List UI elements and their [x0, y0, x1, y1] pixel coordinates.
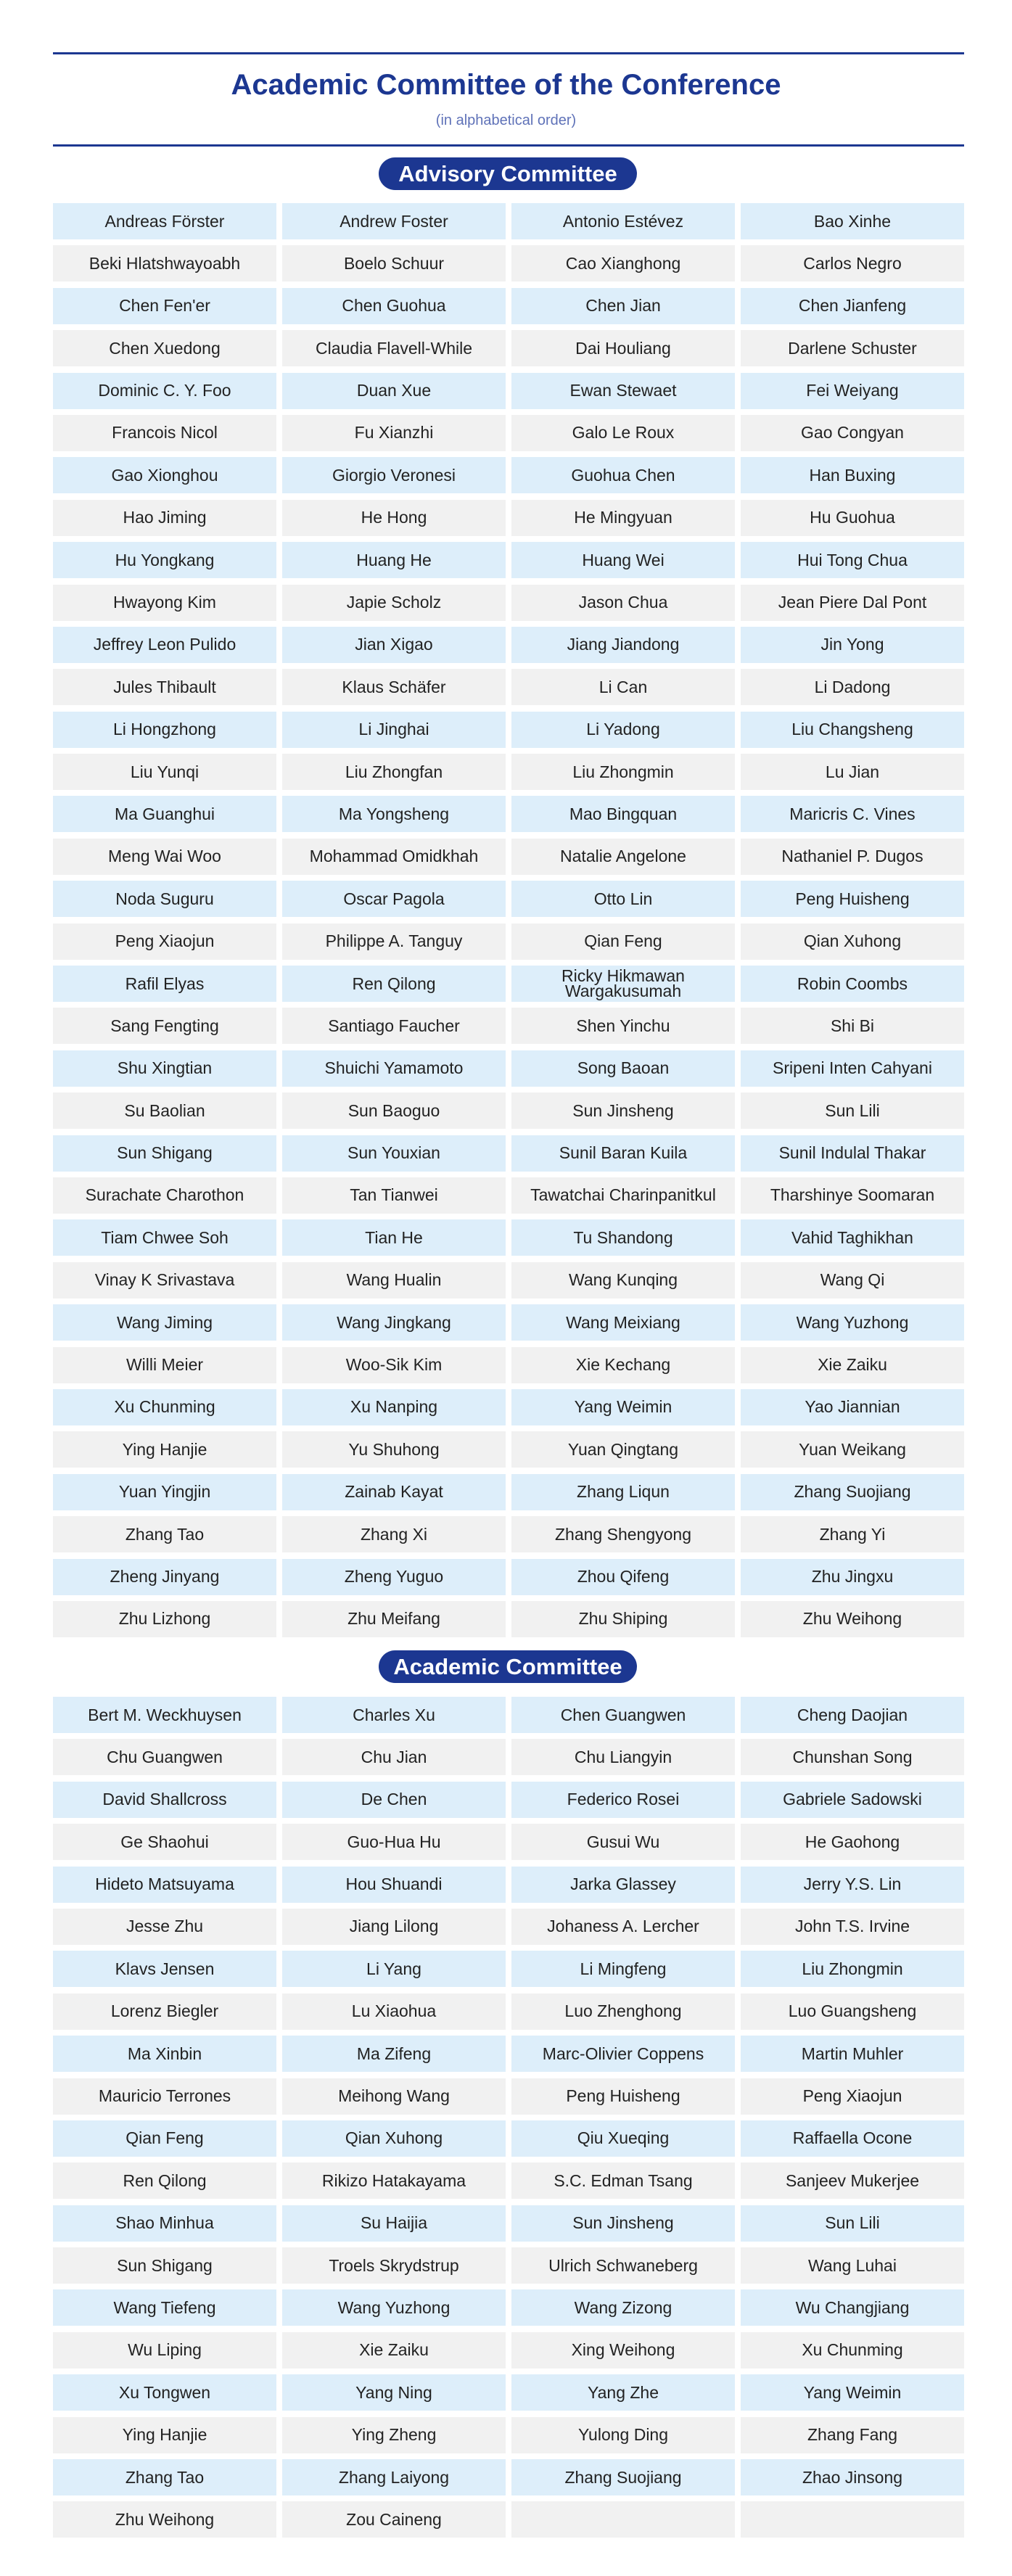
member-name-cell: Jean Piere Dal Pont [741, 585, 964, 621]
member-name-cell: Wang Tiefeng [53, 2289, 276, 2326]
member-name-cell: Zhang Suojiang [741, 1474, 964, 1510]
member-name-cell: Jesse Zhu [53, 1909, 276, 1945]
member-name-cell: Sun Shigang [53, 1135, 276, 1172]
member-name-cell: Zhu Lizhong [53, 1601, 276, 1637]
member-name-cell: Galo Le Roux [511, 415, 735, 451]
member-name-cell [741, 2501, 964, 2538]
member-name-cell: Shao Minhua [53, 2205, 276, 2242]
member-name-cell: Oscar Pagola [282, 881, 506, 917]
member-name-cell: Ma Zifeng [282, 2036, 506, 2072]
member-name-cell: Fu Xianzhi [282, 415, 506, 451]
member-name-cell: Zou Caineng [282, 2501, 506, 2538]
member-name-cell: Tu Shandong [511, 1219, 735, 1256]
member-name-cell: Antonio Estévez [511, 203, 735, 239]
member-name-cell: Santiago Faucher [282, 1008, 506, 1044]
member-name-cell: David Shallcross [53, 1782, 276, 1818]
academic-committee-grid [53, 1697, 964, 2544]
member-name-cell: Willi Meier [53, 1347, 276, 1383]
member-name-cell: Li Can [511, 669, 735, 705]
member-name-cell: Jiang Lilong [282, 1909, 506, 1945]
member-name-cell: Liu Yunqi [53, 754, 276, 790]
member-name-cell: Mao Bingquan [511, 796, 735, 832]
member-name-cell: Natalie Angelone [511, 839, 735, 875]
member-name-cell: Lu Xiaohua [282, 1993, 506, 2030]
member-name-cell: Liu Zhongmin [511, 754, 735, 790]
member-name-cell: Sun Baoguo [282, 1092, 506, 1129]
member-name-cell: Ying Hanjie [53, 2417, 276, 2453]
member-name-cell: Hao Jiming [53, 500, 276, 536]
member-name-cell: Duan Xue [282, 373, 506, 409]
member-name-cell: Dai Houliang [511, 330, 735, 366]
member-name-cell: Chen Jianfeng [741, 288, 964, 324]
member-name-cell: Shi Bi [741, 1008, 964, 1044]
member-name-cell: Marc-Olivier Coppens [511, 2036, 735, 2072]
member-name-cell: He Gaohong [741, 1824, 964, 1860]
member-name-cell: Wang Hualin [282, 1262, 506, 1299]
member-name-cell: Ying Zheng [282, 2417, 506, 2453]
page-subtitle: (in alphabetical order) [435, 112, 577, 128]
academic-committee-heading: Academic Committee [379, 1650, 637, 1683]
member-name-cell: Qian Feng [511, 923, 735, 960]
member-name-cell: Sun Youxian [282, 1135, 506, 1172]
member-name-cell: Charles Xu [282, 1697, 506, 1733]
member-name-cell: Gabriele Sadowski [741, 1782, 964, 1818]
member-name-cell: Dominic C. Y. Foo [53, 373, 276, 409]
top-divider [53, 52, 964, 54]
member-name-cell: Song Baoan [511, 1050, 735, 1087]
member-name-cell: Wang Yuzhong [741, 1304, 964, 1341]
member-name-cell: Zhang Shengyong [511, 1516, 735, 1552]
member-name-cell: Yulong Ding [511, 2417, 735, 2453]
member-name-cell: Zhu Jingxu [741, 1559, 964, 1595]
member-name-cell: Guohua Chen [511, 457, 735, 493]
member-name-cell: Ma Guanghui [53, 796, 276, 832]
member-name-cell: Yuan Yingjin [53, 1474, 276, 1510]
member-name-cell: Peng Huisheng [511, 2078, 735, 2115]
member-name-cell: Yu Shuhong [282, 1431, 506, 1468]
member-name-cell: Xie Zaiku [741, 1347, 964, 1383]
member-name-cell: Vinay K Srivastava [53, 1262, 276, 1299]
member-name-cell: He Mingyuan [511, 500, 735, 536]
member-name-cell: Ricky Hikmawan Wargakusumah [511, 966, 735, 1002]
member-name-cell: Chu Guangwen [53, 1739, 276, 1775]
member-name-cell: Hu Yongkang [53, 542, 276, 578]
member-name-cell: Liu Zhongmin [741, 1951, 964, 1987]
member-name-cell: Ge Shaohui [53, 1824, 276, 1860]
member-name-cell: Yang Weimin [741, 2374, 964, 2411]
member-name-cell: Li Hongzhong [53, 712, 276, 748]
member-name-cell: Gusui Wu [511, 1824, 735, 1860]
member-name-cell: Shuichi Yamamoto [282, 1050, 506, 1087]
member-name-cell: Sun Lili [741, 1092, 964, 1129]
member-name-cell: Yang Ning [282, 2374, 506, 2411]
member-name-cell: Zhang Fang [741, 2417, 964, 2453]
member-name-cell: Wang Meixiang [511, 1304, 735, 1341]
member-name-cell: Tiam Chwee Soh [53, 1219, 276, 1256]
member-name-cell: Boelo Schuur [282, 245, 506, 281]
member-name-cell: Luo Zhenghong [511, 1993, 735, 2030]
member-name-cell: Bert M. Weckhuysen [53, 1697, 276, 1733]
member-name-cell: Ren Qilong [53, 2163, 276, 2199]
member-name-cell: Zheng Jinyang [53, 1559, 276, 1595]
member-name-cell: Su Baolian [53, 1092, 276, 1129]
member-name-cell: Beki Hlatshwayoabh [53, 245, 276, 281]
member-name-cell: Jules Thibault [53, 669, 276, 705]
member-name-cell: Hou Shuandi [282, 1867, 506, 1903]
member-name-cell: Zhao Jinsong [741, 2459, 964, 2495]
member-name-cell: Hu Guohua [741, 500, 964, 536]
member-name-cell: Gao Congyan [741, 415, 964, 451]
member-name-cell: Sunil Indulal Thakar [741, 1135, 964, 1172]
member-name-cell: Jian Xigao [282, 627, 506, 663]
member-name-cell: Bao Xinhe [741, 203, 964, 239]
member-name-cell: Xing Weihong [511, 2332, 735, 2369]
member-name-cell: Jiang Jiandong [511, 627, 735, 663]
member-name-cell: Yao Jiannian [741, 1389, 964, 1425]
member-name-cell: Darlene Schuster [741, 330, 964, 366]
member-name-cell: Zhu Weihong [741, 1601, 964, 1637]
member-name-cell: Chu Liangyin [511, 1739, 735, 1775]
member-name-cell: Zhang Xi [282, 1516, 506, 1552]
member-name-cell: Qian Xuhong [741, 923, 964, 960]
member-name-cell: Zhang Suojiang [511, 2459, 735, 2495]
member-name-cell: Sun Jinsheng [511, 1092, 735, 1129]
member-name-cell: Jeffrey Leon Pulido [53, 627, 276, 663]
member-name-cell: Wang Jingkang [282, 1304, 506, 1341]
member-name-cell: Xie Kechang [511, 1347, 735, 1383]
member-name-cell: Cao Xianghong [511, 245, 735, 281]
member-name-cell: Maricris C. Vines [741, 796, 964, 832]
member-name-cell: Guo-Hua Hu [282, 1824, 506, 1860]
member-name-cell: Lu Jian [741, 754, 964, 790]
member-name-cell: Li Dadong [741, 669, 964, 705]
member-name-cell: Wang Yuzhong [282, 2289, 506, 2326]
member-name-cell [511, 2501, 735, 2538]
member-name-cell: Qian Feng [53, 2120, 276, 2157]
member-name-cell: Zhang Tao [53, 2459, 276, 2495]
member-name-cell: John T.S. Irvine [741, 1909, 964, 1945]
member-name-cell: Ewan Stewaet [511, 373, 735, 409]
member-name-cell: Wang Luhai [741, 2247, 964, 2284]
member-name-cell: Tawatchai Charinpanitkul [511, 1177, 735, 1214]
member-name-cell: Japie Scholz [282, 585, 506, 621]
member-name-cell: Zhu Meifang [282, 1601, 506, 1637]
member-name-cell: Noda Suguru [53, 881, 276, 917]
member-name-cell: Luo Guangsheng [741, 1993, 964, 2030]
member-name-cell: Su Haijia [282, 2205, 506, 2242]
member-name-cell: Wang Qi [741, 1262, 964, 1299]
member-name-cell: Xu Tongwen [53, 2374, 276, 2411]
member-name-cell: Chen Guohua [282, 288, 506, 324]
member-name-cell: Hui Tong Chua [741, 542, 964, 578]
member-name-cell: Tian He [282, 1219, 506, 1256]
member-name-cell: Liu Zhongfan [282, 754, 506, 790]
member-name-cell: Xie Zaiku [282, 2332, 506, 2369]
member-name-cell: Chen Guangwen [511, 1697, 735, 1733]
member-name-cell: Zhang Tao [53, 1516, 276, 1552]
member-name-cell: Chen Jian [511, 288, 735, 324]
member-name-cell: Wang Jiming [53, 1304, 276, 1341]
member-name-cell: Rafil Elyas [53, 966, 276, 1002]
member-name-cell: Wang Kunqing [511, 1262, 735, 1299]
member-name-cell: Shu Xingtian [53, 1050, 276, 1087]
member-name-cell: Zheng Yuguo [282, 1559, 506, 1595]
member-name-cell: Zhang Liqun [511, 1474, 735, 1510]
member-name-cell: Huang He [282, 542, 506, 578]
member-name-cell: Ma Xinbin [53, 2036, 276, 2072]
member-name-cell: Sripeni Inten Cahyani [741, 1050, 964, 1087]
member-name-cell: Chen Fen'er [53, 288, 276, 324]
member-name-cell: Xu Nanping [282, 1389, 506, 1425]
member-name-cell: Ma Yongsheng [282, 796, 506, 832]
member-name-cell: Ulrich Schwaneberg [511, 2247, 735, 2284]
member-name-cell: Fei Weiyang [741, 373, 964, 409]
member-name-cell: Claudia Flavell-While [282, 330, 506, 366]
member-name-cell: Wang Zizong [511, 2289, 735, 2326]
member-name-cell: Klavs Jensen [53, 1951, 276, 1987]
member-name-cell: Han Buxing [741, 457, 964, 493]
member-name-cell: Sun Lili [741, 2205, 964, 2242]
member-name-cell: Chunshan Song [741, 1739, 964, 1775]
member-name-cell: He Hong [282, 500, 506, 536]
member-name-cell: Li Yadong [511, 712, 735, 748]
member-name-cell: Jin Yong [741, 627, 964, 663]
member-name-cell: Robin Coombs [741, 966, 964, 1002]
member-name-cell: Surachate Charothon [53, 1177, 276, 1214]
member-name-cell: Sanjeev Mukerjee [741, 2163, 964, 2199]
member-name-cell: Wu Liping [53, 2332, 276, 2369]
page-title: Academic Committee of the Conference [231, 69, 781, 101]
member-name-cell: Yuan Qingtang [511, 1431, 735, 1468]
member-name-cell: Johaness A. Lercher [511, 1909, 735, 1945]
member-name-cell: Raffaella Ocone [741, 2120, 964, 2157]
member-name-cell: Peng Xiaojun [741, 2078, 964, 2115]
member-name-cell: Wu Changjiang [741, 2289, 964, 2326]
member-name-cell: Hwayong Kim [53, 585, 276, 621]
member-name-cell: Ying Hanjie [53, 1431, 276, 1468]
member-name-cell: Mohammad Omidkhah [282, 839, 506, 875]
member-name-cell: Klaus Schäfer [282, 669, 506, 705]
member-name-cell: Meihong Wang [282, 2078, 506, 2115]
member-name-cell: Li Jinghai [282, 712, 506, 748]
member-name-cell: Sun Jinsheng [511, 2205, 735, 2242]
member-name-cell: Mauricio Terrones [53, 2078, 276, 2115]
member-name-cell: Jason Chua [511, 585, 735, 621]
member-name-cell: Peng Huisheng [741, 881, 964, 917]
member-name-cell: Woo-Sik Kim [282, 1347, 506, 1383]
member-name-cell: Zainab Kayat [282, 1474, 506, 1510]
member-name-cell: Zhou Qifeng [511, 1559, 735, 1595]
member-name-cell: Xu Chunming [741, 2332, 964, 2369]
member-name-cell: Yang Zhe [511, 2374, 735, 2411]
member-name-cell: Qian Xuhong [282, 2120, 506, 2157]
member-name-cell: Andrew Foster [282, 203, 506, 239]
member-name-cell: Hideto Matsuyama [53, 1867, 276, 1903]
member-name-cell: Troels Skrydstrup [282, 2247, 506, 2284]
member-name-cell: Yuan Weikang [741, 1431, 964, 1468]
member-name-cell: Qiu Xueqing [511, 2120, 735, 2157]
member-name-cell: Li Yang [282, 1951, 506, 1987]
member-name-cell: Vahid Taghikhan [741, 1219, 964, 1256]
member-name-cell: Zhang Yi [741, 1516, 964, 1552]
member-name-cell: Ren Qilong [282, 966, 506, 1002]
member-name-cell: Huang Wei [511, 542, 735, 578]
member-name-cell: Sang Fengting [53, 1008, 276, 1044]
member-name-cell: Chu Jian [282, 1739, 506, 1775]
member-name-cell: Cheng Daojian [741, 1697, 964, 1733]
member-name-cell: Meng Wai Woo [53, 839, 276, 875]
member-name-cell: Martin Muhler [741, 2036, 964, 2072]
member-name-cell: Tharshinye Soomaran [741, 1177, 964, 1214]
member-name-cell: Chen Xuedong [53, 330, 276, 366]
advisory-committee-heading: Advisory Committee [379, 157, 637, 190]
member-name-cell: Rikizo Hatakayama [282, 2163, 506, 2199]
member-name-cell: Philippe A. Tanguy [282, 923, 506, 960]
member-name-cell: De Chen [282, 1782, 506, 1818]
member-name-cell: Sun Shigang [53, 2247, 276, 2284]
member-name-cell: Zhu Shiping [511, 1601, 735, 1637]
member-name-cell: Giorgio Veronesi [282, 457, 506, 493]
member-name-cell: Federico Rosei [511, 1782, 735, 1818]
member-name-cell: Xu Chunming [53, 1389, 276, 1425]
member-name-cell: Li Mingfeng [511, 1951, 735, 1987]
member-name-cell: Shen Yinchu [511, 1008, 735, 1044]
member-name-cell: Nathaniel P. Dugos [741, 839, 964, 875]
member-name-cell: Tan Tianwei [282, 1177, 506, 1214]
member-name-cell: Andreas Förster [53, 203, 276, 239]
bottom-divider [53, 144, 964, 147]
member-name-cell: Zhu Weihong [53, 2501, 276, 2538]
member-name-cell: Francois Nicol [53, 415, 276, 451]
member-name-cell: Liu Changsheng [741, 712, 964, 748]
member-name-cell: S.C. Edman Tsang [511, 2163, 735, 2199]
member-name-cell: Otto Lin [511, 881, 735, 917]
member-name-cell: Gao Xionghou [53, 457, 276, 493]
advisory-committee-grid [53, 203, 964, 1643]
member-name-cell: Carlos Negro [741, 245, 964, 281]
member-name-cell: Sunil Baran Kuila [511, 1135, 735, 1172]
member-name-cell: Zhang Laiyong [282, 2459, 506, 2495]
member-name-cell: Peng Xiaojun [53, 923, 276, 960]
member-name-cell: Jarka Glassey [511, 1867, 735, 1903]
member-name-cell: Yang Weimin [511, 1389, 735, 1425]
member-name-cell: Jerry Y.S. Lin [741, 1867, 964, 1903]
member-name-cell: Lorenz Biegler [53, 1993, 276, 2030]
